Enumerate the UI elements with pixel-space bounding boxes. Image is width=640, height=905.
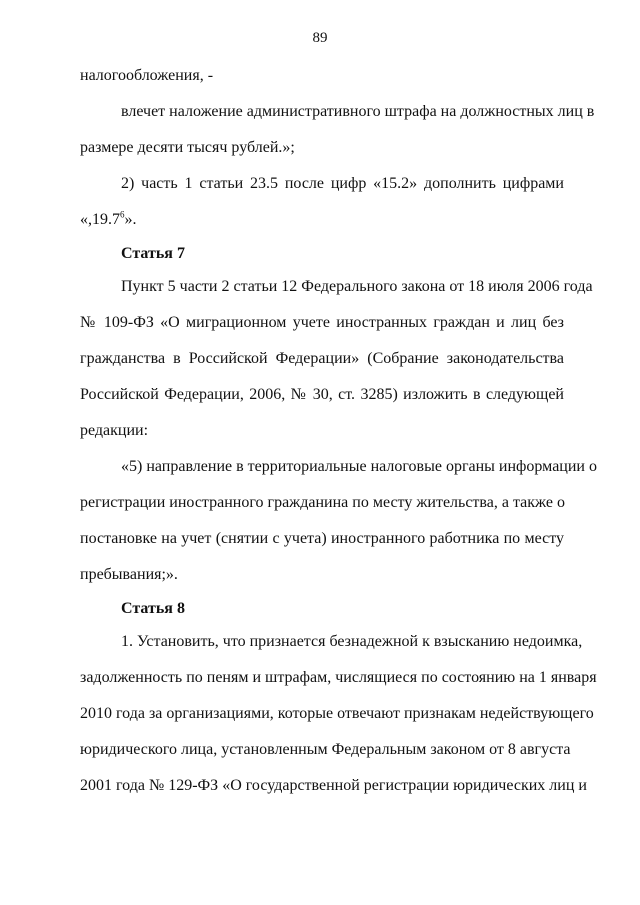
document-body: [80, 58, 597, 804]
text-line: 2010 года за организациями, которые отвечают признакам недействующего: [80, 705, 594, 722]
text-line: редакции:: [80, 422, 149, 439]
text-line: Пункт 5 части 2 статьи 12 Федерального закона от 18 июля 2006 года: [121, 278, 593, 295]
text-line: 2) часть 1 статьи 23.5 после цифр «15.2» дополнить цифрами: [121, 175, 564, 192]
article-7-heading: Статья 7: [121, 245, 185, 262]
text-line: постановке на учет (снятии с учета) иностранного работника по месту: [80, 530, 564, 547]
text-line: задолженность по пеням и штрафам, числящиеся по состоянию на 1 января: [80, 669, 597, 686]
text-line: размере десяти тысяч рублей.»;: [80, 139, 295, 156]
text-line: Российской Федерации, 2006, № 30, ст. 3285) изложить в следующей: [80, 386, 564, 403]
article-8-heading: Статья 8: [121, 600, 185, 617]
text-line: № 109-ФЗ «О миграционном учете иностранных граждан и лиц без: [80, 314, 564, 331]
text-line-with-superscript: [80, 202, 564, 238]
text-fragment: ».: [124, 211, 137, 228]
text-line: 1. Установить, что признается безнадежной к взысканию недоимка,: [121, 633, 583, 650]
text-line: влечет наложение административного штрафа на должностных лиц в: [121, 103, 595, 120]
text-fragment: «,19.7: [80, 211, 120, 228]
text-line: налогообложения, -: [80, 67, 214, 84]
text-line: юридического лица, установленным Федеральным законом от 8 августа: [80, 741, 571, 758]
text-line: пребывания;».: [80, 566, 178, 583]
text-line: 2001 года № 129-ФЗ «О государственной регистрации юридических лиц и: [80, 777, 587, 794]
text-line: регистрации иностранного гражданина по месту жительства, а также о: [80, 494, 565, 511]
text-line: «5) направление в территориальные налоговые органы информации о: [121, 458, 597, 475]
text-line: гражданства в Российской Федерации» (Собрание законодательства: [80, 350, 564, 367]
page-number: 89: [312, 30, 328, 46]
superscript: 6: [120, 209, 125, 220]
